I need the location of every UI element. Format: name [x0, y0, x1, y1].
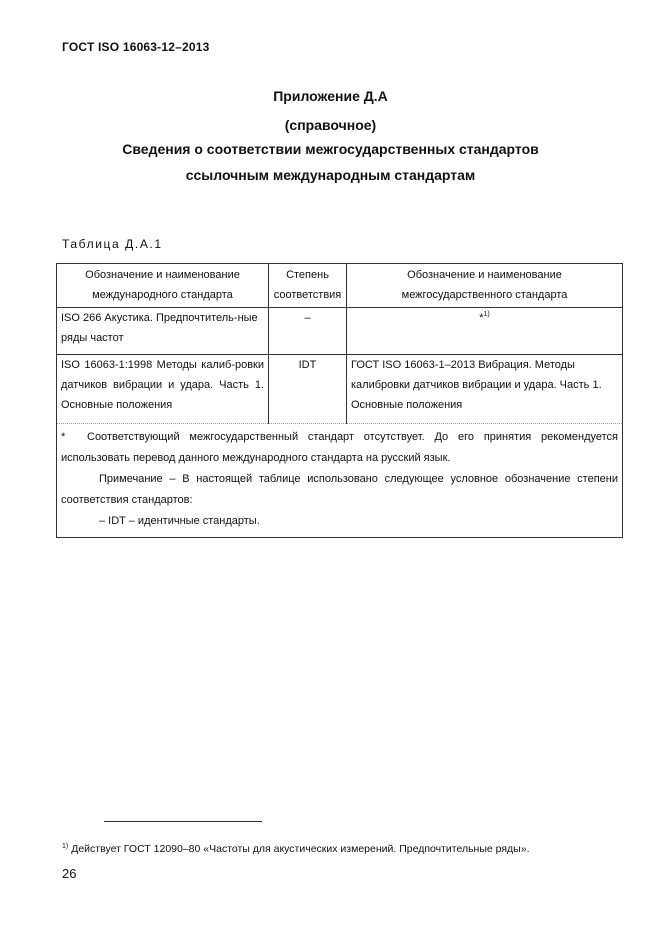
- table-notes-row: [57, 424, 623, 538]
- page-number: 26: [62, 866, 77, 881]
- column-header-degree-line-1: Степень: [286, 269, 329, 281]
- missing-standard-mark: *: [479, 312, 484, 324]
- table-header-row: [57, 264, 623, 308]
- column-header-degree-line-2: соответствия: [273, 289, 342, 301]
- annex-title: Приложение Д.А: [273, 88, 388, 104]
- star-note-text: Соответствующий межгосударственный стандарт отсутствует. До его принятия рекомендуется использовать перевод данного международного стандарта на русский язык.: [61, 431, 618, 464]
- cell-interstate-standard: ГОСТ ISO 16063-1–2013 Вибрация. Методы калибровки датчиков вибрации и удара. Часть 1. Основные положения: [347, 355, 623, 424]
- footnote-number: 1): [62, 843, 69, 850]
- footnote-separator: [104, 821, 262, 822]
- correspondence-table: [56, 263, 623, 538]
- star-note: [61, 427, 618, 469]
- column-header-international: [57, 264, 269, 308]
- footnote: [62, 843, 529, 855]
- table-row: [57, 308, 623, 355]
- cell-degree: IDT: [269, 355, 347, 424]
- table-notes: [57, 424, 623, 538]
- annex-heading-line-1: Сведения о соответствии межгосударственных стандартов: [122, 141, 539, 157]
- column-header-interstate: [347, 264, 623, 308]
- footnote-ref: 1): [483, 311, 490, 318]
- page-header-standard-code: ГОСТ ISO 16063-12–2013: [62, 40, 210, 54]
- cell-international-standard: ISO 266 Акустика. Предпочтитель-ные ряды частот: [57, 308, 269, 355]
- annex-status: (справочное): [284, 117, 377, 133]
- list-item: – IDT – идентичные стандарты.: [99, 515, 260, 527]
- column-header-interstate-line-2: межгосударственного стандарта: [401, 289, 568, 301]
- column-header-international-line-1: Обозначение и наименование: [85, 269, 240, 281]
- annex-heading-line-2: ссылочным международным стандартам: [185, 167, 476, 183]
- table-label: Таблица Д.А.1: [62, 237, 163, 251]
- column-header-interstate-line-1: Обозначение и наименование: [407, 269, 562, 281]
- column-header-international-line-2: международного стандарта: [92, 289, 233, 301]
- footnote-text: Действует ГОСТ 12090–80 «Частоты для акустических измерений. Предпочтительные ряды».: [71, 843, 530, 855]
- table-note: Примечание – В настоящей таблице использовано следующее условное обозначение степени соответствия стандартов:: [61, 473, 618, 506]
- column-header-degree: [269, 264, 347, 308]
- cell-interstate-standard: [347, 308, 623, 355]
- cell-degree: –: [269, 308, 347, 355]
- table-row: [57, 355, 623, 424]
- star-note-mark: *: [61, 431, 66, 443]
- cell-international-standard: ISO 16063-1:1998 Методы калиб-ровки датчиков вибрации и удара. Часть 1. Основные положения: [57, 355, 269, 424]
